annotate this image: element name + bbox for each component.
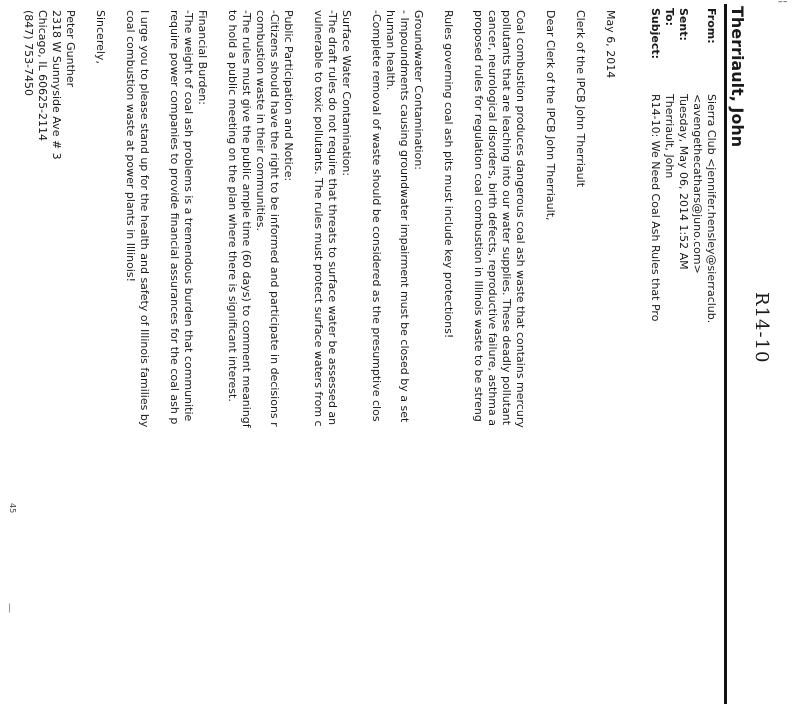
key-protections-line: Rules governing coal ash pits must include key protections! xyxy=(442,10,455,339)
page-number: 45 xyxy=(8,503,17,514)
letter-signoff: Sincerely, xyxy=(94,10,107,64)
header-label: Subject: xyxy=(649,8,662,60)
signature-phone: (847) 753-7450 xyxy=(22,10,35,97)
header-to xyxy=(663,8,676,178)
closing-plea-line: I urge you to please stand up for the health and safety of Illinois families by xyxy=(138,10,151,428)
public-participation-line: combustion waste in their communities. xyxy=(254,10,267,232)
public-participation-line: -Citizens should have the right to be informed and participate in decisions r xyxy=(268,10,281,427)
header-value: Sierra Club <jennifer.hensley@sierraclub. xyxy=(705,94,718,324)
groundwater-line: -Complete removal of waste should be considered as the presumptive clos xyxy=(370,10,383,422)
financial-line: -The weight of coal ash problems is a tremendous burden that communitie xyxy=(182,10,195,422)
header-value: R14-10: We Need Coal Ash Rules that Pro xyxy=(649,94,662,322)
signature-city: Chicago, IL 60625-2114 xyxy=(36,10,49,142)
intro-line: cancer, neurological disorders, birth defects, reproductive failure, asthma a xyxy=(486,10,499,426)
surface-water-line: -The draft rules do not require that threats to surface water be assessed an xyxy=(326,10,339,426)
intro-line: proposed rules for regulation coal combustion in Illinois waste to be streng xyxy=(472,10,485,422)
surface-water-line: vulnerable to toxic pollutants. The rules must protect surface waters from c xyxy=(312,10,325,427)
letter-recipient: Clerk of the IPCB John Therriault xyxy=(574,10,587,188)
signature-name: Peter Gunther xyxy=(64,10,77,88)
header-from xyxy=(705,8,718,323)
header-value: <avengethecathars@juno.com> xyxy=(691,94,704,274)
header-from-cont xyxy=(691,8,704,274)
header-value: Therriault, John xyxy=(663,94,676,179)
header-sent xyxy=(677,8,690,270)
sender-name: Therriault, John xyxy=(728,6,747,148)
scan-mark: — xyxy=(4,603,15,613)
public-participation-heading: Public Participation and Notice: xyxy=(282,10,295,182)
groundwater-line: - Impoundments causing groundwater impairment must be closed by a set xyxy=(398,10,411,423)
public-participation-line: -The rules must give the public ample time (60 days) to comment meaningf xyxy=(240,10,253,428)
letter-salutation: Dear Clerk of the IPCB John Therriault, xyxy=(544,10,557,221)
financial-heading: Financial Burden: xyxy=(196,10,209,105)
scan-mark: ¦ xyxy=(777,0,788,4)
closing-plea-line: coal combustion waste at power plants in Illinois! xyxy=(124,10,137,283)
letter-date: May 6, 2014 xyxy=(604,10,617,79)
header-rule xyxy=(724,4,727,704)
public-participation-line: to hold a public meeting on the plan where there is significant interest. xyxy=(226,10,239,402)
financial-line: require power companies to provide financial assurances for the coal ash p xyxy=(168,10,181,425)
header-label: From: xyxy=(705,8,718,44)
header-label: Sent: xyxy=(677,8,690,41)
intro-line: Coal combustion produces dangerous coal ash waste that contains mercury xyxy=(514,10,527,428)
groundwater-heading: Groundwater Contamination: xyxy=(412,10,425,170)
signature-address: 2318 W Sunnyside Ave # 3 xyxy=(50,10,63,160)
header-label: To: xyxy=(663,8,676,26)
groundwater-line: human health. xyxy=(384,10,397,91)
surface-water-heading: Surface Water Contamination: xyxy=(340,10,353,177)
case-number: R14-10 xyxy=(751,292,772,364)
header-value: Tuesday, May 06, 2014 1:52 AM xyxy=(677,94,690,270)
header-subject xyxy=(649,8,662,321)
intro-line: pollutants that are leaching into our water supplies. These deadly pollutant xyxy=(500,10,513,426)
